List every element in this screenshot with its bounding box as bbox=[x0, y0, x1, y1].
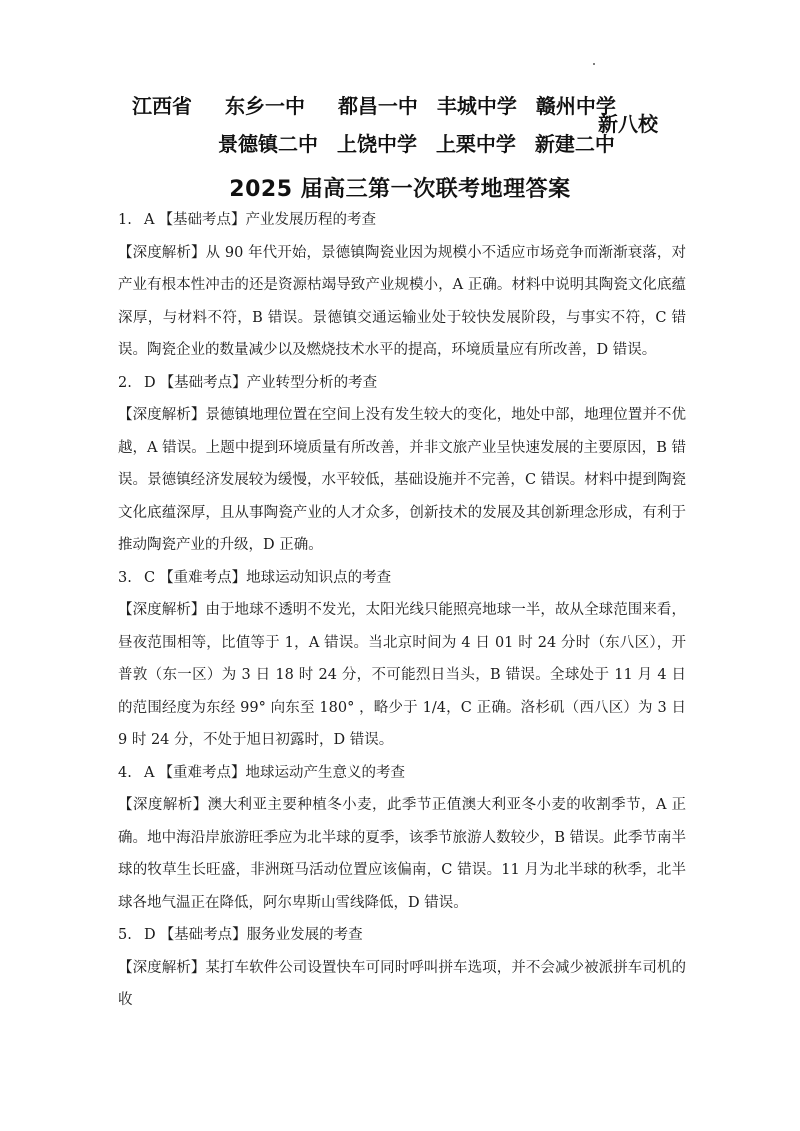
question-analysis: 【深度解析】某打车软件公司设置快车可同时呼叫拼车选项，并不会减少被派拼车司机的收 bbox=[118, 959, 686, 1008]
question-header bbox=[118, 562, 686, 595]
question-number: 3. bbox=[118, 569, 132, 586]
question-header bbox=[118, 919, 686, 952]
question-tag: 【基础考点】产业转型分析的考查 bbox=[159, 374, 378, 391]
question-answer: A bbox=[144, 764, 155, 781]
question-answer: C bbox=[144, 569, 156, 586]
question-header bbox=[118, 757, 686, 790]
document-header bbox=[0, 82, 800, 162]
question-answer: D bbox=[144, 374, 156, 391]
question-number: 5. bbox=[118, 927, 132, 943]
question-item bbox=[118, 919, 686, 1017]
school-name: 东乡一中 bbox=[224, 94, 305, 118]
school-name: 上饶中学 bbox=[336, 132, 417, 156]
scan-speck bbox=[593, 63, 595, 65]
question-analysis: 【深度解析】从 90 年代开始，景德镇陶瓷业因为规模小不适应市场竞争而渐渐衰落，对产业有根本性冲击的还是资源枯竭导致产业规模小，A 正确。材料中说明其陶瓷文化底蕴深厚，与材料不符，B 错误。景德镇交通运输业处于较快发展阶段，与事实不符，C 错误。陶瓷企业的数量减少以及燃烧技术水平的提高，环境质量应有所改善，D 错误。 bbox=[118, 244, 686, 358]
question-analysis: 【深度解析】景德镇地理位置在空间上没有发生较大的变化，地处中部，地理位置并不优越，A 错误。上题中提到环境质量有所改善，并非文旅产业呈快速发展的主要原因，B 错误。景德镇经济发展较为缓慢，水平较低，基础设施并不完善，C 错误。材料中提到陶瓷文化底蕴深厚，且从事陶瓷产业的人才众多，创新技术的发展及其创新理念形成，有利于推动陶瓷产业的升级，D 正确。 bbox=[118, 407, 686, 553]
question-item bbox=[118, 367, 686, 562]
school-name: 都昌一中 bbox=[337, 94, 418, 118]
school-group-label: 新八校 bbox=[598, 112, 658, 136]
question-tag: 【重难考点】地球运动产生意义的考查 bbox=[158, 764, 405, 781]
school-name: 景德镇二中 bbox=[218, 132, 318, 156]
question-number: 1. bbox=[118, 212, 132, 228]
question-header bbox=[118, 204, 686, 237]
question-answer: A bbox=[144, 212, 155, 228]
document-title: 2025 届高三第一次联考地理答案 bbox=[229, 177, 571, 202]
question-tag: 【基础考点】服务业发展的考查 bbox=[159, 927, 363, 943]
answer-content bbox=[118, 204, 686, 1017]
question-item bbox=[118, 204, 686, 367]
question-answer: D bbox=[144, 927, 156, 943]
question-number: 4. bbox=[118, 764, 132, 781]
school-list-row-1 bbox=[132, 90, 616, 119]
school-list-row-2 bbox=[218, 128, 615, 157]
question-number: 2. bbox=[118, 374, 132, 391]
question-tag: 【重难考点】地球运动知识点的考查 bbox=[159, 569, 392, 586]
question-analysis: 【深度解析】由于地球不透明不发光，太阳光线只能照亮地球一半，故从全球范围来看，昼夜范围相等，比值等于 1，A 错误。当北京时间为 4 日 01 时 24 分时（东八区），开普敦（东一区）为 3 日 18 时 24 分，不可能烈日当头，B 错误。全球处于 11 月 4 日的范围经度为东经 99° 向东至 180° ，略少于 1/4，C 正确。洛杉矶（西八区）为 3 日 9 时 24 分，不处于旭日初露时，D 错误。 bbox=[118, 602, 686, 748]
question-item bbox=[118, 757, 686, 920]
school-name: 新建二中 bbox=[534, 132, 615, 156]
question-item bbox=[118, 562, 686, 757]
school-name: 上栗中学 bbox=[435, 132, 516, 156]
school-name: 赣州中学 bbox=[535, 94, 616, 118]
school-name: 江西省 bbox=[132, 94, 192, 118]
question-tag: 【基础考点】产业发展历程的考查 bbox=[158, 212, 376, 228]
school-name: 丰城中学 bbox=[436, 94, 517, 118]
question-analysis: 【深度解析】澳大利亚主要种植冬小麦，此季节正值澳大利亚冬小麦的收割季节，A 正确。地中海沿岸旅游旺季应为北半球的夏季，该季节旅游人数较少，B 错误。此季节南半球的牧草生长旺盛，非洲斑马活动位置应该偏南，C 错误。11 月为北半球的秋季，北半球各地气温正在降低，阿尔卑斯山雪线降低，D 错误。 bbox=[118, 797, 686, 911]
question-header bbox=[118, 367, 686, 400]
